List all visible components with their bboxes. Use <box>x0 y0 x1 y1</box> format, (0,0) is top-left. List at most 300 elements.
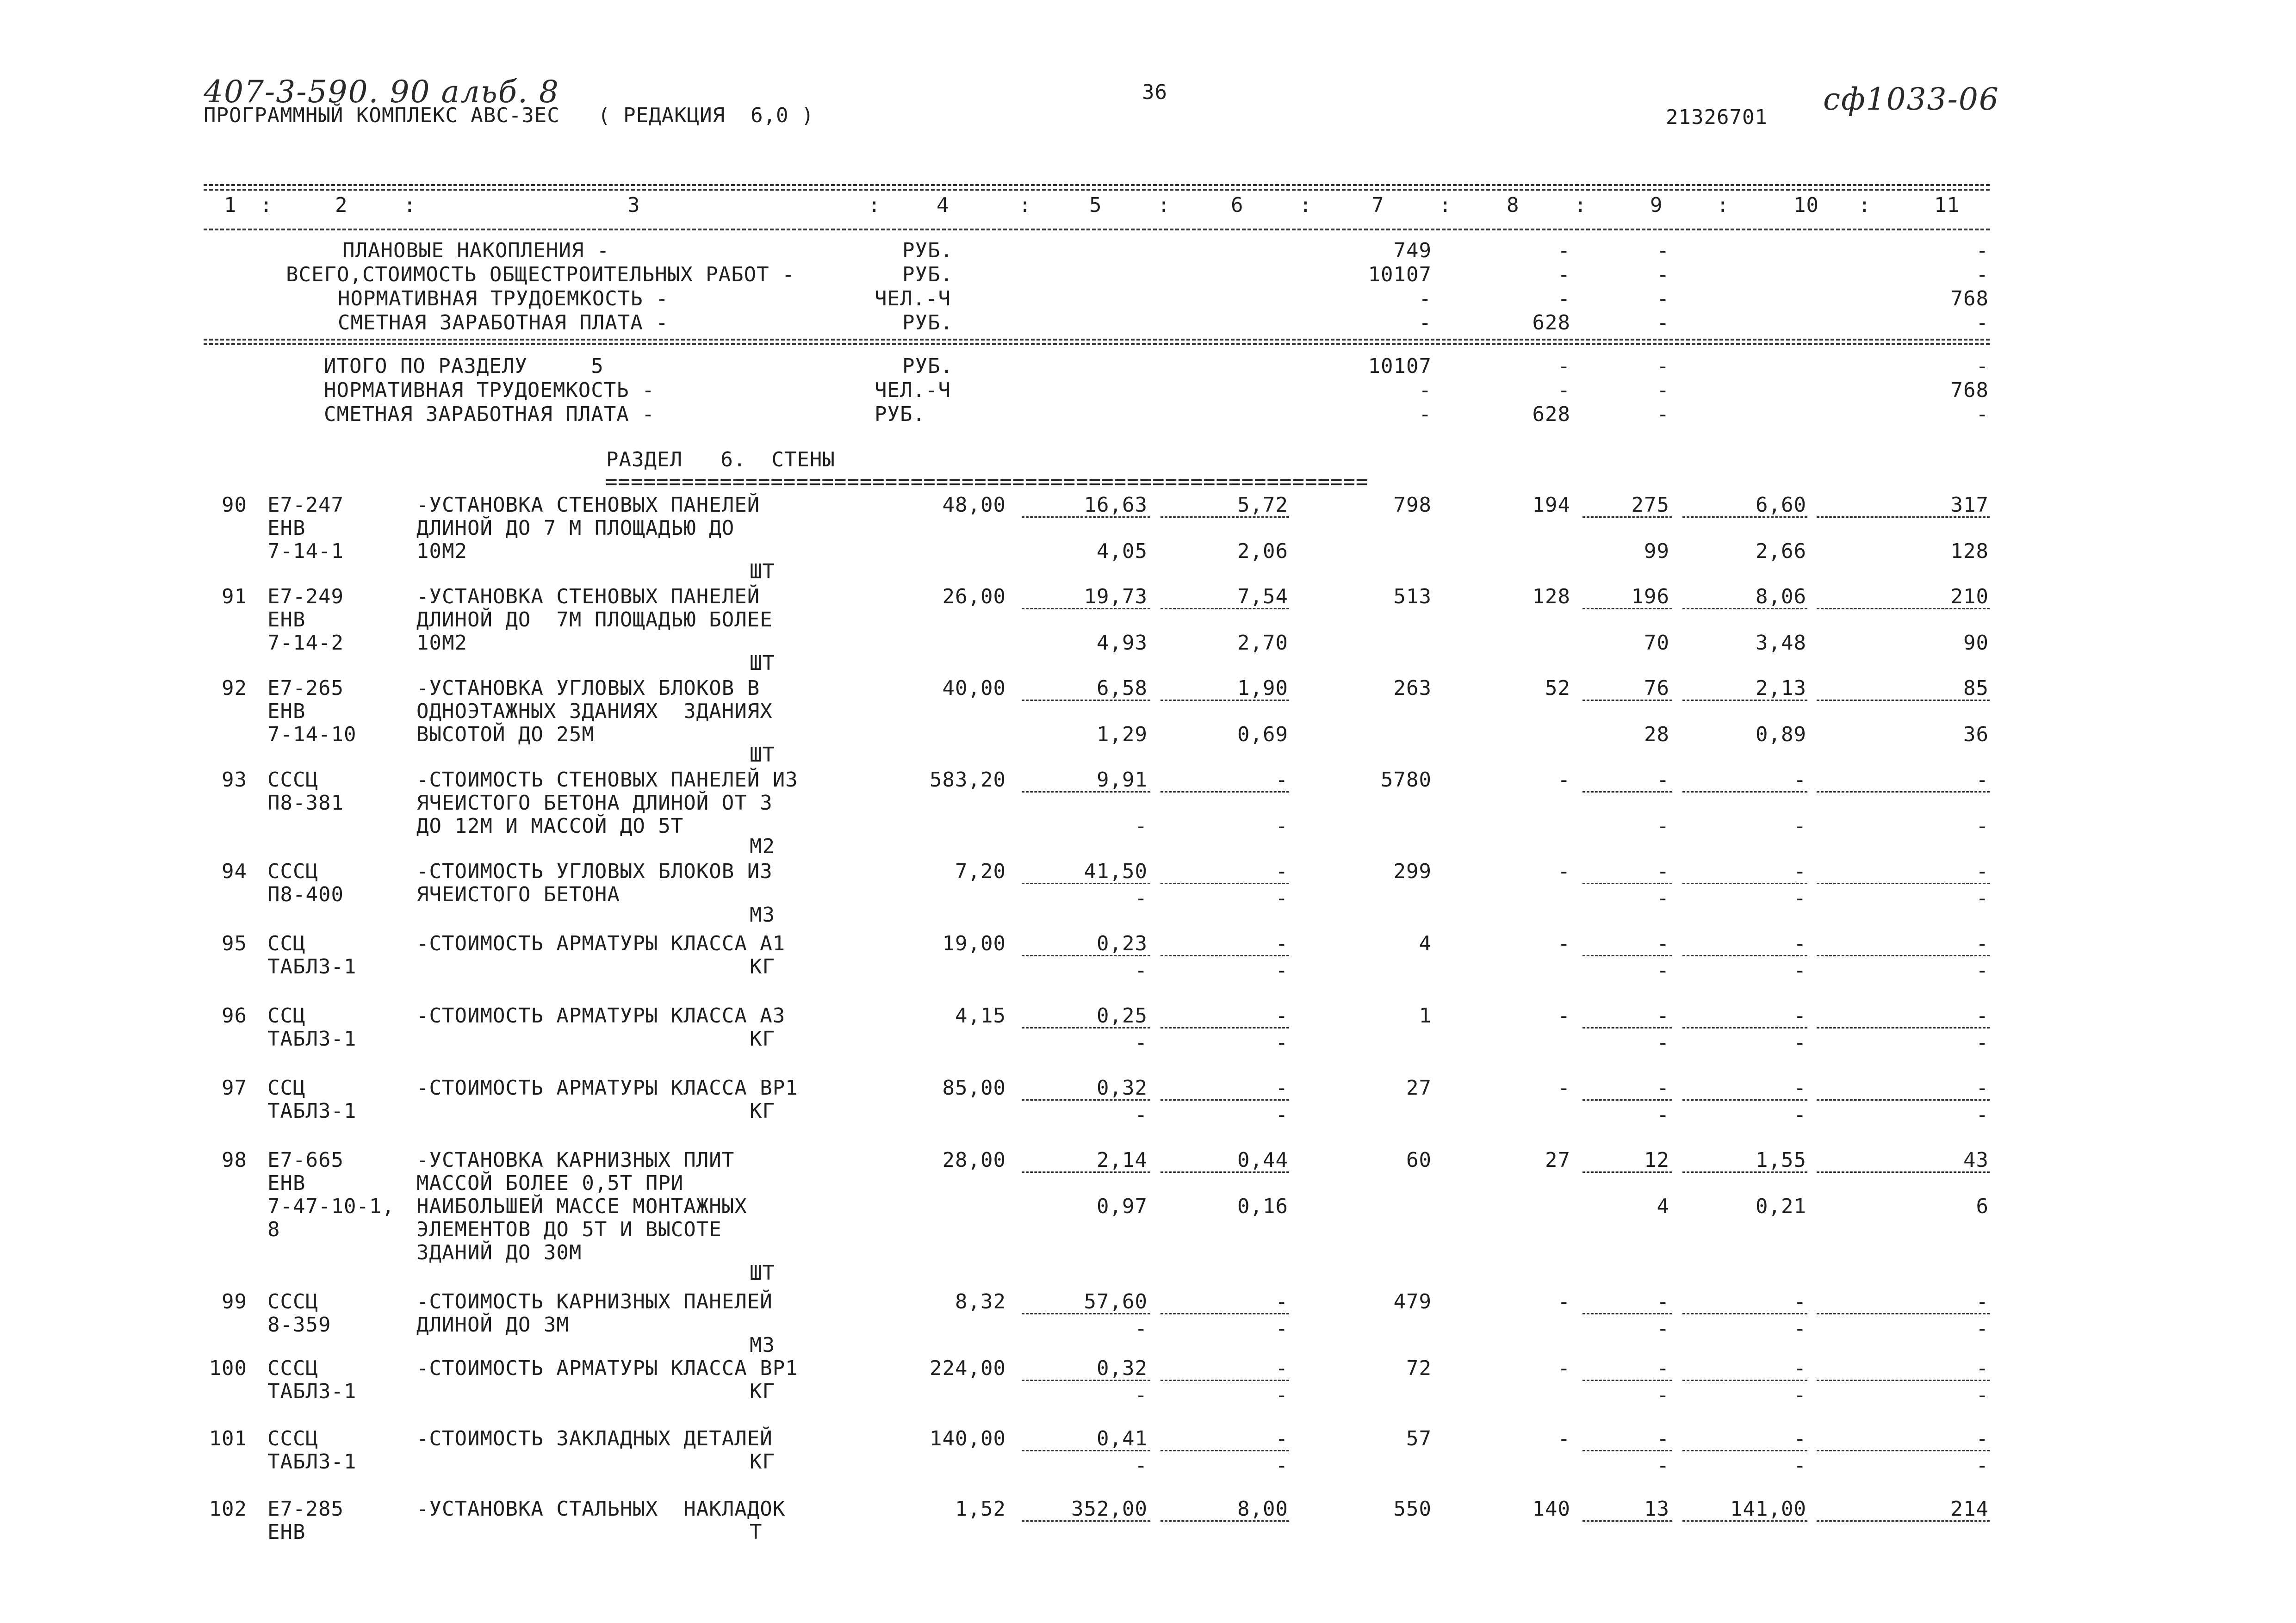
row-labor-total: - <box>1976 1290 1989 1313</box>
row-divider <box>1160 883 1289 884</box>
row-divider <box>1582 1027 1672 1028</box>
row-total-wage: 52 <box>1545 676 1570 700</box>
row-description: ЯЧЕИСТОГО БЕТОНА <box>416 883 620 906</box>
row-divider <box>1582 1099 1672 1101</box>
row-number: 98 <box>222 1148 247 1172</box>
row-machines-sub: - <box>1657 1103 1669 1127</box>
row-labor-total: - <box>1976 1076 1989 1100</box>
summary-col7: 749 <box>1393 239 1432 262</box>
row-labor-sub: 3,48 <box>1756 631 1806 655</box>
row-labor-total: - <box>1976 932 1989 955</box>
row-code: ЕНВ <box>267 516 306 540</box>
row-divider <box>1160 955 1289 956</box>
row-divider <box>1682 883 1807 884</box>
row-divider <box>1682 1171 1807 1173</box>
row-divider <box>1582 1450 1672 1451</box>
row-divider <box>1682 1520 1807 1522</box>
row-description: -СТОИМОСТЬ АРМАТУРЫ КЛАССА А1 <box>416 932 786 955</box>
row-divider <box>1582 791 1672 793</box>
row-unit-wage-sub: - <box>1275 1317 1288 1340</box>
summary-col11: - <box>1976 311 1989 335</box>
row-unit-cost: 352,00 <box>1071 1497 1148 1521</box>
row-description: ВЫСОТОЙ ДО 25М <box>416 723 595 746</box>
row-number: 92 <box>222 676 247 700</box>
column-number-3: 3 <box>627 193 640 217</box>
row-unit-wage: - <box>1275 932 1288 955</box>
row-code: 7-14-10 <box>267 723 357 746</box>
row-total-cost: 550 <box>1393 1497 1432 1521</box>
row-unit-cost-sub: 4,93 <box>1097 631 1148 655</box>
row-quantity: 583,20 <box>930 768 1006 792</box>
row-divider <box>1582 1520 1672 1522</box>
row-divider <box>1682 1380 1807 1381</box>
column-number-9: 9 <box>1650 193 1663 217</box>
row-number: 99 <box>222 1290 247 1313</box>
row-unit-wage: - <box>1275 1427 1288 1450</box>
row-machines: 275 <box>1631 493 1669 517</box>
row-description: ДЛИНОЙ ДО 7 М ПЛОЩАДЬЮ ДО <box>416 516 735 540</box>
row-description: -УСТАНОВКА УГЛОВЫХ БЛОКОВ В <box>416 676 760 700</box>
row-code: СССЦ <box>267 1427 318 1450</box>
row-labor-total: 317 <box>1950 493 1989 517</box>
row-divider <box>1022 608 1150 609</box>
summary-unit: ЧЕЛ.-Ч <box>875 287 951 310</box>
row-quantity: 48,00 <box>942 493 1006 517</box>
row-number: 95 <box>222 932 247 955</box>
handwritten-code-note: сф1033-06 <box>1823 81 1999 117</box>
row-unit-cost: 0,41 <box>1097 1427 1148 1450</box>
row-description: ЗДАНИЙ ДО 30М <box>416 1241 582 1264</box>
row-unit-cost: 2,14 <box>1097 1148 1148 1172</box>
row-unit-wage: 7,54 <box>1237 585 1288 608</box>
row-unit-wage-sub: - <box>1275 1454 1288 1477</box>
row-total-wage: - <box>1558 1427 1570 1450</box>
summary-label: НОРМАТИВНАЯ ТРУДОЕМКОСТЬ - <box>338 287 669 310</box>
column-number-7: 7 <box>1371 193 1384 217</box>
row-divider <box>1582 608 1672 609</box>
row-unit-wage-sub: - <box>1275 886 1288 910</box>
row-quantity: 7,20 <box>955 860 1006 883</box>
column-separator: : <box>1858 193 1871 217</box>
row-unit: КГ <box>750 1450 775 1474</box>
row-labor-total-sub: - <box>1976 1383 1989 1407</box>
row-labor: - <box>1793 1357 1806 1380</box>
row-description: -УСТАНОВКА СТЕНОВЫХ ПАНЕЛЕЙ <box>416 585 760 608</box>
row-description: -СТОИМОСТЬ АРМАТУРЫ КЛАССА ВР1 <box>416 1357 798 1380</box>
row-total-cost: 479 <box>1393 1290 1432 1313</box>
column-separator: : <box>1439 193 1452 217</box>
page-number: 36 <box>1142 81 1167 104</box>
summary-col9: - <box>1657 403 1669 426</box>
row-labor: - <box>1793 1004 1806 1028</box>
row-number: 91 <box>222 585 247 608</box>
row-unit-cost: 16,63 <box>1084 493 1148 517</box>
row-divider <box>1160 700 1289 701</box>
summary-col11: - <box>1976 239 1989 262</box>
row-unit-wage: - <box>1275 1357 1288 1380</box>
summary-label: ПЛАНОВЫЕ НАКОПЛЕНИЯ - <box>342 239 610 262</box>
row-machines: 196 <box>1631 585 1669 608</box>
row-labor-sub: - <box>1793 1031 1806 1054</box>
row-unit-wage-sub: 2,70 <box>1237 631 1288 655</box>
summary-col8: - <box>1558 239 1570 262</box>
row-code: ЕНВ <box>267 700 306 723</box>
column-separator: : <box>1019 193 1032 217</box>
summary-unit: РУБ. <box>902 354 953 378</box>
row-unit-cost: 6,58 <box>1097 676 1148 700</box>
row-total-cost: 5780 <box>1381 768 1432 792</box>
row-divider <box>1817 700 1990 701</box>
row-description: -СТОИМОСТЬ ЗАКЛАДНЫХ ДЕТАЛЕЙ <box>416 1427 773 1450</box>
column-separator: : <box>1717 193 1730 217</box>
row-description: -СТОИМОСТЬ КАРНИЗНЫХ ПАНЕЛЕЙ <box>416 1290 773 1313</box>
row-machines: - <box>1657 932 1669 955</box>
row-description: НАИБОЛЬШЕЙ МАССЕ МОНТАЖНЫХ <box>416 1195 747 1218</box>
table-top-rule <box>204 184 1990 186</box>
row-labor-total: - <box>1976 1004 1989 1028</box>
column-separator: : <box>260 193 273 217</box>
row-total-wage: - <box>1558 932 1570 955</box>
summary-col8: 628 <box>1532 311 1570 335</box>
row-labor-total: 85 <box>1963 676 1989 700</box>
row-divider <box>1582 883 1672 884</box>
row-labor-total-sub: - <box>1976 959 1989 982</box>
row-number: 93 <box>222 768 247 792</box>
row-unit-cost-sub: 0,97 <box>1097 1195 1148 1218</box>
row-divider <box>1022 791 1150 793</box>
row-total-wage: 194 <box>1532 493 1570 517</box>
summary-col7: - <box>1419 378 1432 402</box>
summary-col7: 10107 <box>1368 354 1432 378</box>
row-machines-sub: - <box>1657 814 1669 838</box>
summary-col7: - <box>1419 311 1432 335</box>
row-number: 94 <box>222 860 247 883</box>
row-labor: 141,00 <box>1730 1497 1806 1521</box>
summary-col9: - <box>1657 287 1669 310</box>
row-code: 7-14-1 <box>267 539 344 563</box>
row-unit-cost-sub: - <box>1135 1103 1148 1127</box>
row-labor-total-sub: 128 <box>1950 539 1989 563</box>
row-divider <box>1022 516 1150 518</box>
row-total-cost: 57 <box>1406 1427 1432 1450</box>
summary-col11: - <box>1976 263 1989 286</box>
row-labor-total: 43 <box>1963 1148 1989 1172</box>
row-labor: 8,06 <box>1756 585 1806 608</box>
row-code: 8-359 <box>267 1313 331 1337</box>
row-machines-sub: 70 <box>1644 631 1669 655</box>
row-divider <box>1817 1171 1990 1173</box>
section-title: РАЗДЕЛ 6. СТЕНЫ <box>606 448 835 471</box>
row-unit-wage-sub: - <box>1275 814 1288 838</box>
row-quantity: 224,00 <box>930 1357 1006 1380</box>
row-code: Е7-285 <box>267 1497 344 1521</box>
row-machines-sub: 4 <box>1657 1195 1669 1218</box>
row-total-cost: 1 <box>1419 1004 1432 1028</box>
row-unit: М3 <box>750 903 775 927</box>
column-number-8: 8 <box>1507 193 1520 217</box>
row-machines: - <box>1657 1290 1669 1313</box>
row-quantity: 1,52 <box>955 1497 1006 1521</box>
row-labor: - <box>1793 768 1806 792</box>
row-divider <box>1817 1027 1990 1028</box>
row-machines: - <box>1657 860 1669 883</box>
row-machines-sub: - <box>1657 886 1669 910</box>
summary-label: СМЕТНАЯ ЗАРАБОТНАЯ ПЛАТА - <box>324 403 655 426</box>
summary-col7: 10107 <box>1368 263 1432 286</box>
row-labor-sub: 2,66 <box>1756 539 1806 563</box>
row-machines: 13 <box>1644 1497 1669 1521</box>
row-labor-total-sub: - <box>1976 886 1989 910</box>
row-unit-wage: 0,44 <box>1237 1148 1288 1172</box>
summary-col9: - <box>1657 239 1669 262</box>
row-code: ССЦ <box>267 1004 306 1028</box>
row-divider <box>1682 700 1807 701</box>
summary-separator-rule <box>204 343 1990 345</box>
row-divider <box>1817 1313 1990 1314</box>
row-unit-wage-sub: 0,69 <box>1237 723 1288 746</box>
row-code: П8-381 <box>267 791 344 815</box>
summary-unit: РУБ. <box>902 311 953 335</box>
row-unit-cost-sub: - <box>1135 1383 1148 1407</box>
row-total-cost: 72 <box>1406 1357 1432 1380</box>
document-code: 21326701 <box>1666 105 1768 129</box>
row-unit-wage-sub: - <box>1275 1031 1288 1054</box>
column-number-2: 2 <box>335 193 348 217</box>
row-code: ТАБЛ3-1 <box>267 1450 357 1474</box>
row-labor-total-sub: - <box>1976 1103 1989 1127</box>
row-code: ЕНВ <box>267 1520 306 1544</box>
row-unit-wage: 5,72 <box>1237 493 1288 517</box>
row-code: ТАБЛ3-1 <box>267 1380 357 1403</box>
row-unit-cost-sub: - <box>1135 1317 1148 1340</box>
summary-unit: ЧЕЛ.-Ч <box>875 378 951 402</box>
row-code: Е7-665 <box>267 1148 344 1172</box>
row-description: ДО 12М И МАССОЙ ДО 5Т <box>416 814 684 838</box>
row-machines-sub: 28 <box>1644 723 1669 746</box>
row-divider <box>1022 1171 1150 1173</box>
row-labor-total: - <box>1976 1357 1989 1380</box>
row-unit-cost-sub: - <box>1135 886 1148 910</box>
row-unit: ШТ <box>750 560 775 583</box>
row-divider <box>1682 1313 1807 1314</box>
summary-label: ИТОГО ПО РАЗДЕЛУ 5 <box>324 354 604 378</box>
row-unit-wage: - <box>1275 860 1288 883</box>
row-total-cost: 299 <box>1393 860 1432 883</box>
row-unit-cost: 0,23 <box>1097 932 1148 955</box>
row-unit: КГ <box>750 1027 775 1051</box>
row-labor-total: - <box>1976 1427 1989 1450</box>
column-separator: : <box>1158 193 1171 217</box>
row-code: СССЦ <box>267 1357 318 1380</box>
row-divider <box>1817 1099 1990 1101</box>
summary-unit: РУБ. <box>875 403 925 426</box>
summary-col9: - <box>1657 378 1669 402</box>
row-unit: ШТ <box>750 1261 775 1285</box>
row-code: СССЦ <box>267 768 318 792</box>
row-divider <box>1817 1520 1990 1522</box>
row-code: 7-14-2 <box>267 631 344 655</box>
row-unit-wage-sub: 2,06 <box>1237 539 1288 563</box>
row-machines: - <box>1657 768 1669 792</box>
row-machines: - <box>1657 1076 1669 1100</box>
row-code: СССЦ <box>267 1290 318 1313</box>
row-divider <box>1682 1099 1807 1101</box>
row-code: ЕНВ <box>267 608 306 632</box>
row-machines: - <box>1657 1357 1669 1380</box>
row-labor: - <box>1793 932 1806 955</box>
summary-col11: - <box>1976 354 1989 378</box>
row-labor-total-sub: 90 <box>1963 631 1989 655</box>
row-number: 90 <box>222 493 247 517</box>
row-number: 96 <box>222 1004 247 1028</box>
summary-separator-rule <box>204 339 1990 341</box>
row-code: 7-47-10-1, <box>267 1195 395 1218</box>
row-code: Е7-265 <box>267 676 344 700</box>
row-divider <box>1022 1380 1150 1381</box>
summary-col9: - <box>1657 263 1669 286</box>
row-unit-cost: 0,25 <box>1097 1004 1148 1028</box>
row-divider <box>1682 608 1807 609</box>
row-machines-sub: 99 <box>1644 539 1669 563</box>
row-labor: - <box>1793 1427 1806 1450</box>
row-unit-wage: - <box>1275 768 1288 792</box>
row-divider <box>1817 955 1990 956</box>
row-description: ОДНОЭТАЖНЫХ ЗДАНИЯХ ЗДАНИЯХ <box>416 700 773 723</box>
row-number: 101 <box>209 1427 247 1450</box>
row-code: ТАБЛ3-1 <box>267 1099 357 1123</box>
row-labor: 6,60 <box>1756 493 1806 517</box>
row-divider <box>1160 791 1289 793</box>
row-divider <box>1682 516 1807 518</box>
row-code: СССЦ <box>267 860 318 883</box>
row-divider <box>1022 1450 1150 1451</box>
row-quantity: 4,15 <box>955 1004 1006 1028</box>
row-description: ДЛИНОЙ ДО 3М <box>416 1313 569 1337</box>
column-number-5: 5 <box>1089 193 1102 217</box>
row-labor: 1,55 <box>1756 1148 1806 1172</box>
row-labor-sub: - <box>1793 1454 1806 1477</box>
summary-label: НОРМАТИВНАЯ ТРУДОЕМКОСТЬ - <box>324 378 655 402</box>
summary-col7: - <box>1419 287 1432 310</box>
row-unit-cost-sub: 4,05 <box>1097 539 1148 563</box>
row-description: -СТОИМОСТЬ СТЕНОВЫХ ПАНЕЛЕЙ ИЗ <box>416 768 798 792</box>
table-top-rule <box>204 189 1990 191</box>
row-unit-cost: 19,73 <box>1084 585 1148 608</box>
row-divider <box>1582 700 1672 701</box>
row-description: -СТОИМОСТЬ АРМАТУРЫ КЛАССА ВР1 <box>416 1076 798 1100</box>
row-number: 97 <box>222 1076 247 1100</box>
row-labor-total-sub: 36 <box>1963 723 1989 746</box>
row-unit-cost-sub: - <box>1135 814 1148 838</box>
row-total-cost: 513 <box>1393 585 1432 608</box>
row-unit-wage: 8,00 <box>1237 1497 1288 1521</box>
summary-col7: - <box>1419 403 1432 426</box>
row-description: -СТОИМОСТЬ УГЛОВЫХ БЛОКОВ ИЗ <box>416 860 773 883</box>
row-total-wage: 140 <box>1532 1497 1570 1521</box>
row-divider <box>1022 955 1150 956</box>
summary-col8: - <box>1558 287 1570 310</box>
row-total-wage: 27 <box>1545 1148 1570 1172</box>
row-total-cost: 60 <box>1406 1148 1432 1172</box>
row-unit-cost: 0,32 <box>1097 1076 1148 1100</box>
row-unit-wage: - <box>1275 1076 1288 1100</box>
column-number-6: 6 <box>1231 193 1244 217</box>
row-unit-cost-sub: - <box>1135 1454 1148 1477</box>
row-unit: КГ <box>750 1099 775 1123</box>
row-unit: М2 <box>750 835 775 858</box>
row-divider <box>1817 791 1990 793</box>
row-labor-sub: - <box>1793 886 1806 910</box>
row-total-cost: 263 <box>1393 676 1432 700</box>
summary-unit: РУБ. <box>902 239 953 262</box>
row-divider <box>1160 1380 1289 1381</box>
column-separator: : <box>868 193 881 217</box>
row-number: 100 <box>209 1357 247 1380</box>
row-divider <box>1160 1313 1289 1314</box>
row-description: ЯЧЕИСТОГО БЕТОНА ДЛИНОЙ ОТ 3 <box>416 791 773 815</box>
row-machines-sub: - <box>1657 959 1669 982</box>
row-unit-wage: - <box>1275 1290 1288 1313</box>
row-labor-sub: - <box>1793 1383 1806 1407</box>
row-divider <box>1582 1380 1672 1381</box>
row-description: -УСТАНОВКА КАРНИЗНЫХ ПЛИТ <box>416 1148 735 1172</box>
summary-col11: - <box>1976 403 1989 426</box>
row-labor-total-sub: - <box>1976 1031 1989 1054</box>
row-divider <box>1022 1313 1150 1314</box>
row-labor-total: 214 <box>1950 1497 1989 1521</box>
row-quantity: 140,00 <box>930 1427 1006 1450</box>
row-unit: КГ <box>750 955 775 979</box>
row-divider <box>1160 516 1289 518</box>
row-code: П8-400 <box>267 883 344 906</box>
row-total-cost: 27 <box>1406 1076 1432 1100</box>
column-number-11: 11 <box>1934 193 1960 217</box>
row-machines-sub: - <box>1657 1454 1669 1477</box>
row-total-wage: - <box>1558 860 1570 883</box>
row-total-wage: - <box>1558 1076 1570 1100</box>
row-unit-wage-sub: 0,16 <box>1237 1195 1288 1218</box>
row-labor-sub: - <box>1793 1103 1806 1127</box>
summary-label: СМЕТНАЯ ЗАРАБОТНАЯ ПЛАТА - <box>338 311 669 335</box>
summary-label: ВСЕГО,СТОИМОСТЬ ОБЩЕСТРОИТЕЛЬНЫХ РАБОТ - <box>286 263 795 286</box>
row-total-wage: - <box>1558 768 1570 792</box>
row-divider <box>1817 516 1990 518</box>
row-unit-wage: 1,90 <box>1237 676 1288 700</box>
row-total-wage: - <box>1558 1290 1570 1313</box>
row-description: 10М2 <box>416 539 467 563</box>
header-bottom-rule <box>204 229 1990 230</box>
row-divider <box>1682 1027 1807 1028</box>
row-divider <box>1817 608 1990 609</box>
row-divider <box>1582 1171 1672 1173</box>
row-labor-total-sub: 6 <box>1976 1195 1989 1218</box>
row-divider <box>1022 1520 1150 1522</box>
row-divider <box>1022 883 1150 884</box>
row-labor-total-sub: - <box>1976 1317 1989 1340</box>
handwritten-album-note: 407-3-590. 90 альб. 8 <box>204 74 559 110</box>
row-total-wage: - <box>1558 1004 1570 1028</box>
row-machines-sub: - <box>1657 1317 1669 1340</box>
row-description: -СТОИМОСТЬ АРМАТУРЫ КЛАССА А3 <box>416 1004 786 1028</box>
row-unit-cost-sub: 1,29 <box>1097 723 1148 746</box>
row-total-wage: 128 <box>1532 585 1570 608</box>
row-divider <box>1817 1450 1990 1451</box>
row-divider <box>1682 955 1807 956</box>
row-machines-sub: - <box>1657 1031 1669 1054</box>
summary-col9: - <box>1657 311 1669 335</box>
row-description: МАССОЙ БОЛЕЕ 0,5Т ПРИ <box>416 1171 684 1195</box>
row-divider <box>1817 883 1990 884</box>
